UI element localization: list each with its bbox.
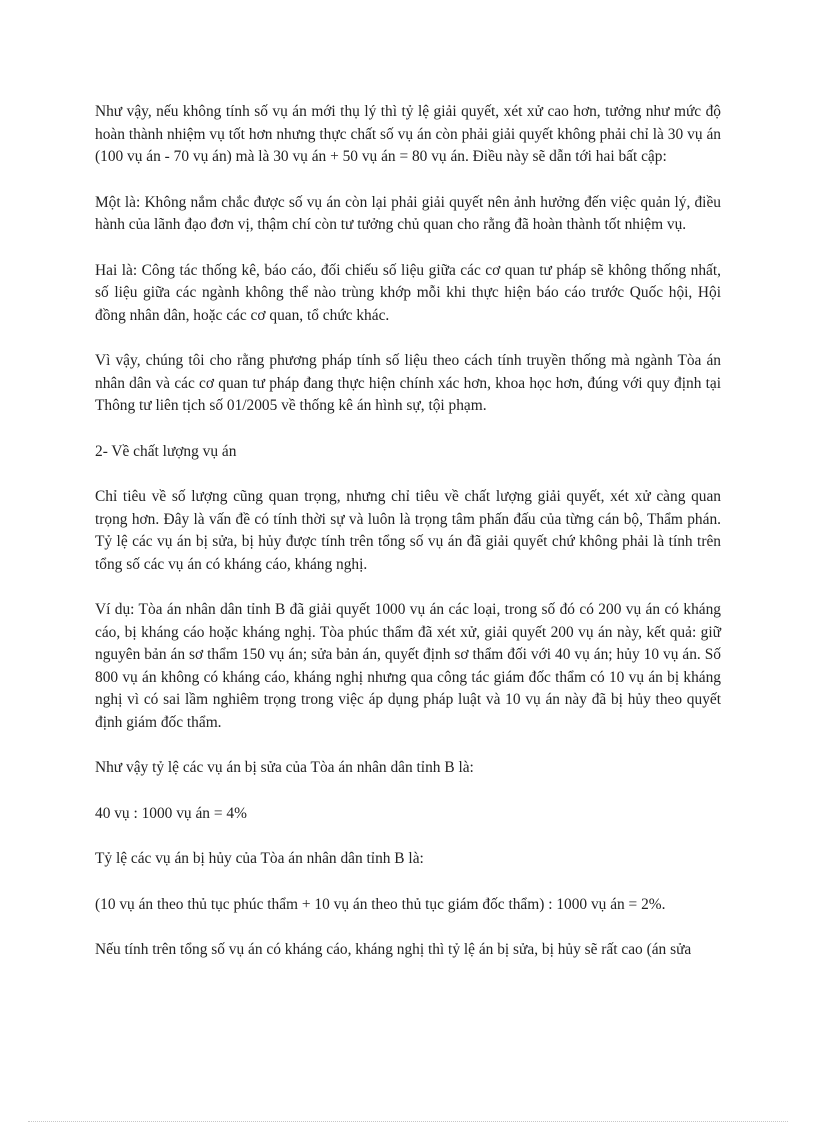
document-body bbox=[95, 101, 721, 985]
page-bottom-divider bbox=[28, 1121, 788, 1122]
paragraph-quality-criteria: Chỉ tiêu về số lượng cũng quan trọng, nhưng chỉ tiêu về chất lượng giải quyết, xét xử càng quan trọng hơn. Đây là vấn đề có tính thời sự và luôn là trọng tâm phấn đấu của từng cán bộ, Thẩm phán. Tỷ lệ các vụ án bị sửa, bị hủy được tính trên tổng số vụ án đã giải quyết chứ không phải là tính trên tổng số các vụ án có kháng cáo, kháng nghị. bbox=[95, 488, 721, 573]
paragraph-second-issue: Hai là: Công tác thống kê, báo cáo, đối chiếu số liệu giữa các cơ quan tư pháp sẽ không thống nhất, số liệu giữa các ngành không thể nào trùng khớp mỗi khi thực hiện báo cáo trước Quốc hội, Hội đồng nhân dân, hoặc các cơ quan, tổ chức khác. bbox=[95, 261, 721, 324]
paragraph-continuation: Nếu tính trên tổng số vụ án có kháng cáo, kháng nghị thì tỷ lệ án bị sửa, bị hủy sẽ rất cao (án sửa bbox=[95, 941, 692, 958]
paragraph-annulled-rate-label: Tỷ lệ các vụ án bị hủy của Tòa án nhân dân tỉnh B là: bbox=[95, 850, 424, 867]
paragraph-intro: Như vậy, nếu không tính số vụ án mới thụ lý thì tỷ lệ giải quyết, xét xử cao hơn, tưởng như mức độ hoàn thành nhiệm vụ tốt hơn nhưng thực chất số vụ án còn phải giải quyết không phải chỉ là 30 vụ án (100 vụ án - 70 vụ án) mà là 30 vụ án + 50 vụ án = 80 vụ án. Điều này sẽ dẫn tới hai bất cập: bbox=[95, 103, 721, 165]
paragraph-conclusion: Vì vậy, chúng tôi cho rằng phương pháp tính số liệu theo cách tính truyền thống mà ngành Tòa án nhân dân và các cơ quan tư pháp đang thực hiện chính xác hơn, khoa học hơn, đúng với quy định tại Thông tư liên tịch số 01/2005 về thống kê án hình sự, tội phạm. bbox=[95, 352, 721, 414]
formula-annulled-rate: (10 vụ án theo thủ tục phúc thẩm + 10 vụ án theo thủ tục giám đốc thẩm) : 1000 vụ án = 2%. bbox=[95, 895, 666, 913]
paragraph-amended-rate-label: Như vậy tỷ lệ các vụ án bị sửa của Tòa án nhân dân tỉnh B là: bbox=[95, 759, 474, 776]
section-heading-quality: 2- Về chất lượng vụ án bbox=[95, 442, 237, 460]
paragraph-example: Ví dụ: Tòa án nhân dân tỉnh B đã giải quyết 1000 vụ án các loại, trong số đó có 200 vụ án có kháng cáo, bị kháng cáo hoặc kháng nghị. Tòa phúc thẩm đã xét xử, giải quyết 200 vụ án này, kết quả: giữ nguyên bản án sơ thẩm 150 vụ án; sửa bản án, quyết định sơ thẩm đối với 40 vụ án; hủy 10 vụ án. Số 800 vụ án không có kháng cáo, kháng nghị nhưng qua công tác giám đốc thẩm có 10 vụ án bị kháng nghị vì có sai lầm nghiêm trọng trong việc áp dụng pháp luật và 10 vụ án này đã bị hủy theo quyết định giám đốc thẩm. bbox=[95, 601, 721, 731]
paragraph-first-issue: Một là: Không nắm chắc được số vụ án còn lại phải giải quyết nên ảnh hưởng đến việc quản lý, điều hành của lãnh đạo đơn vị, thậm chí còn tư tưởng chủ quan cho rằng đã hoàn thành tốt nhiệm vụ. bbox=[95, 193, 721, 233]
formula-amended-rate: 40 vụ : 1000 vụ án = 4% bbox=[95, 804, 247, 822]
